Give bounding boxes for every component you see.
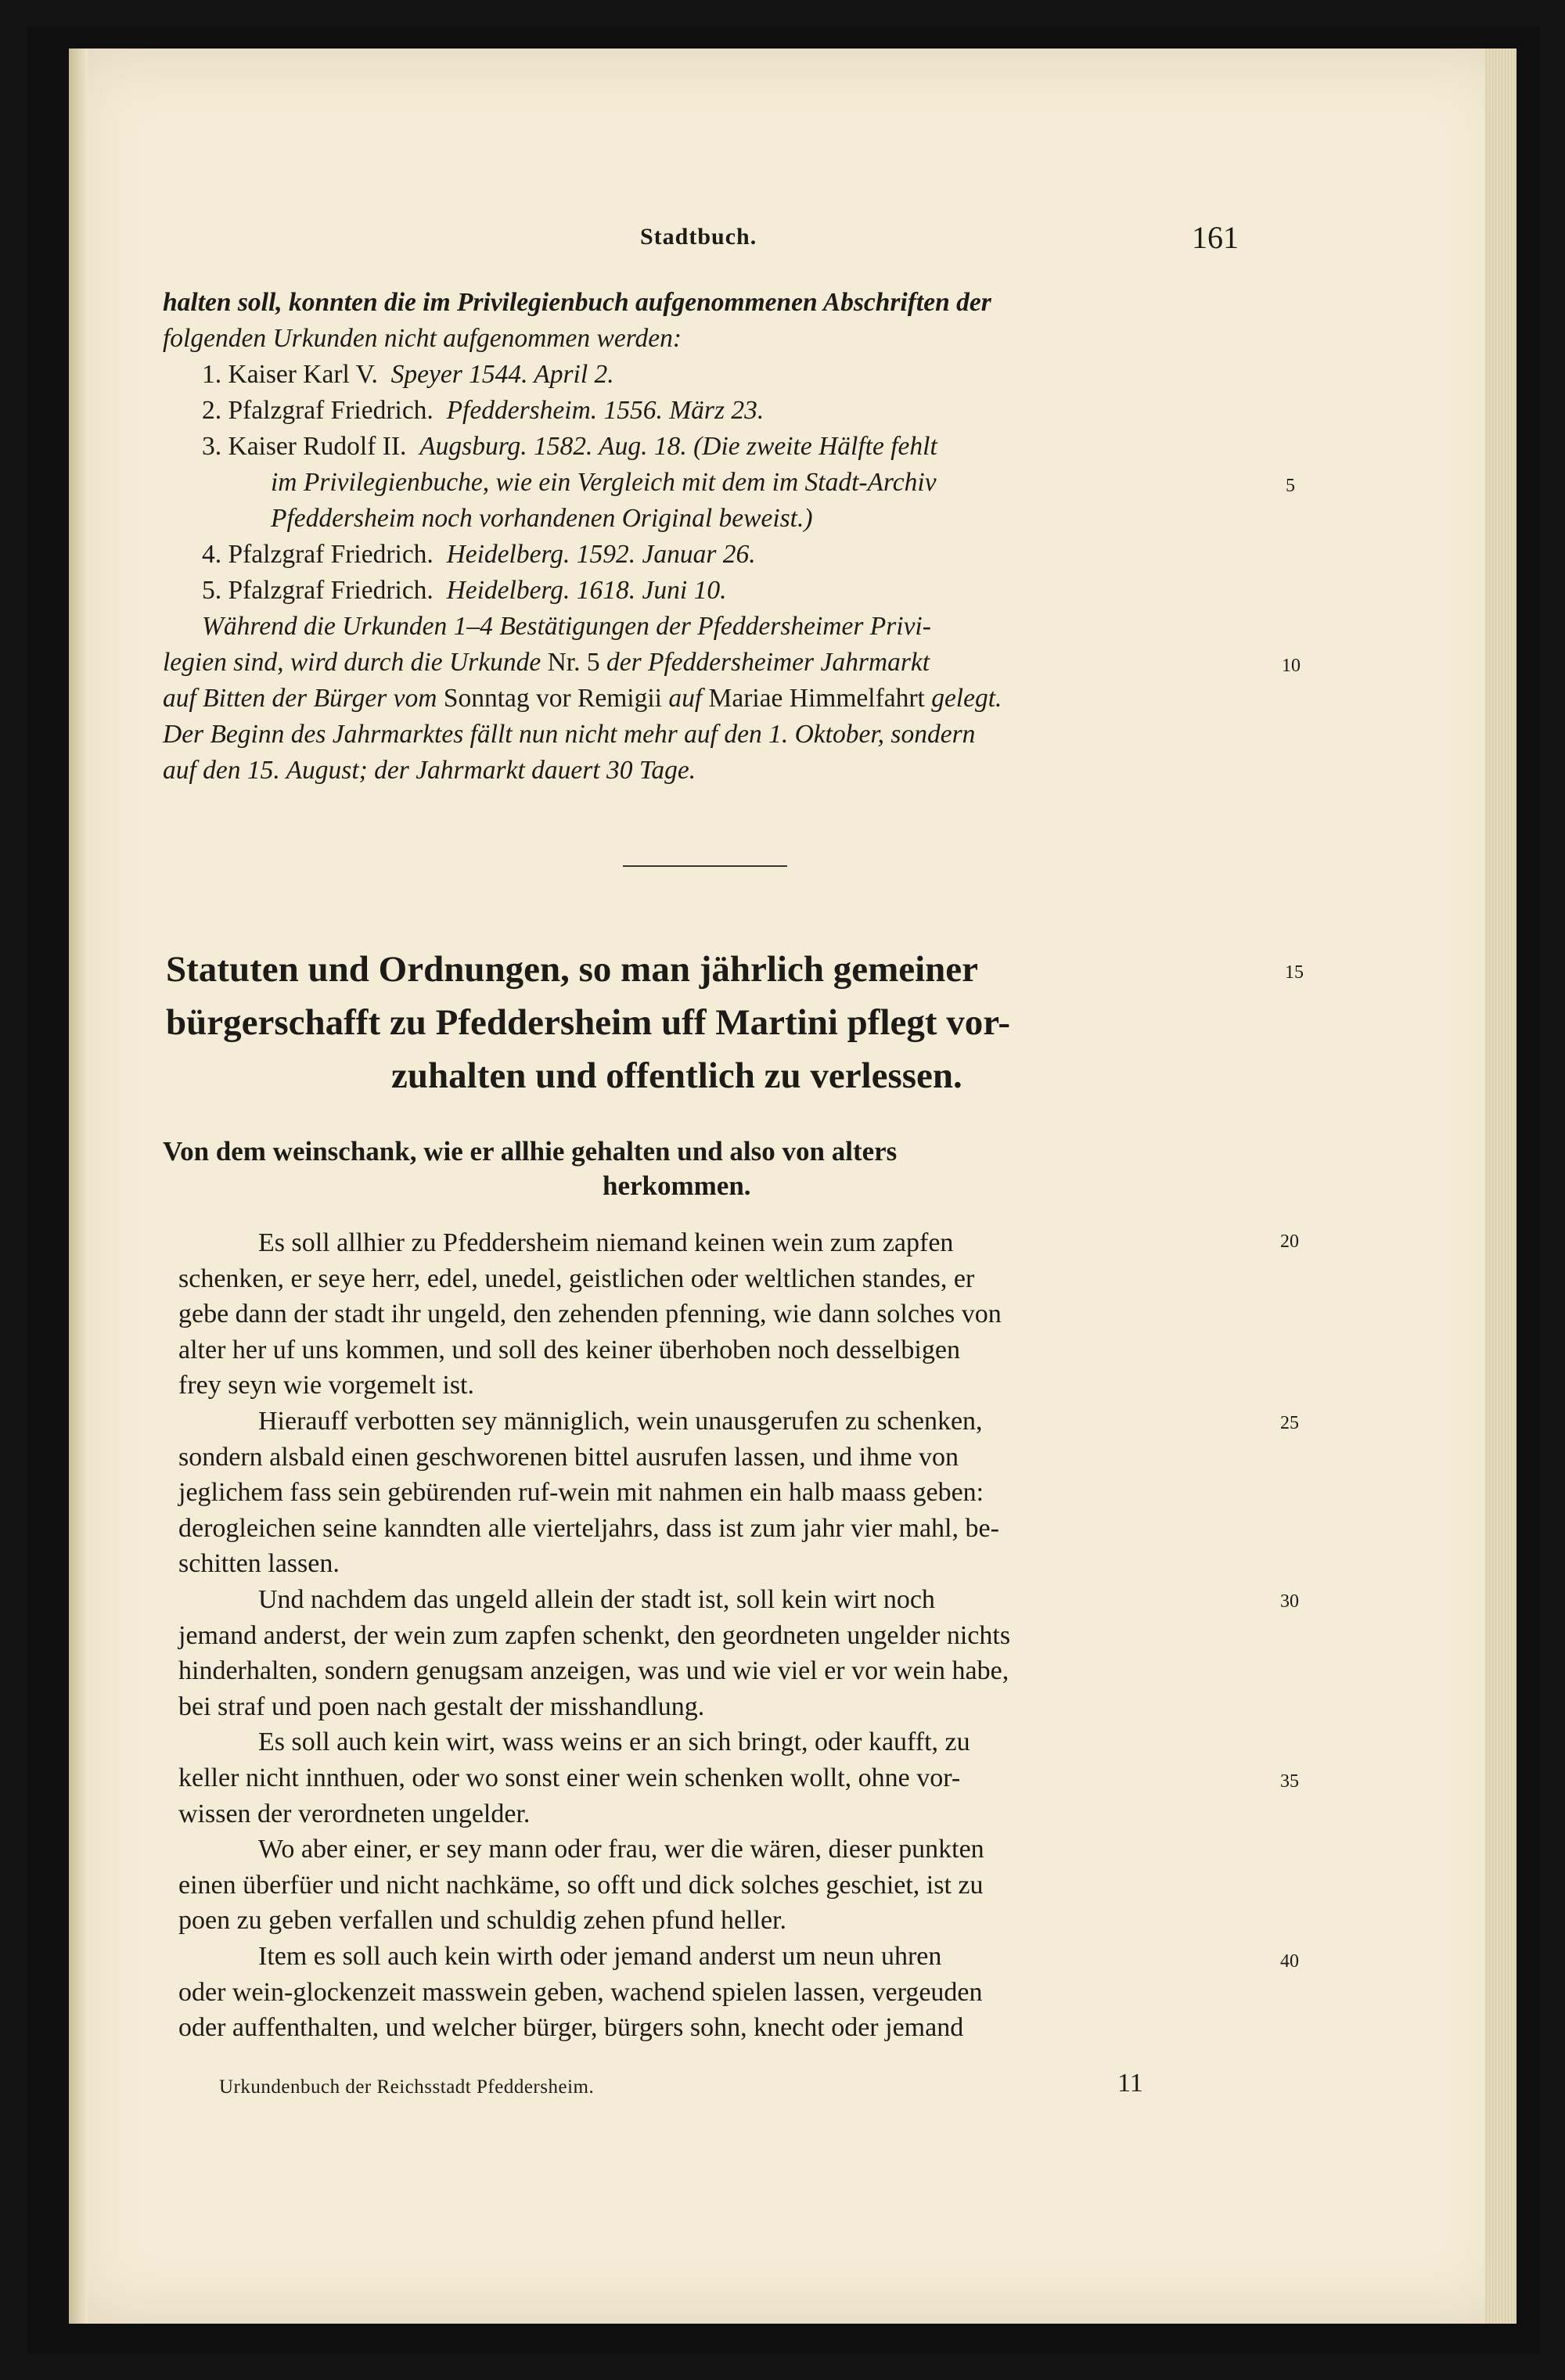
- intro-line-1: halten soll, konnten die im Privilegienbuch aufgenommenen Abschriften der: [163, 288, 991, 317]
- remark-text: auf: [668, 684, 703, 713]
- entry-number: 1.: [202, 360, 222, 389]
- remark-text: Nr. 5: [547, 648, 600, 677]
- entry-number: 3.: [202, 432, 222, 461]
- body-line: Es soll allhier zu Pfeddersheim niemand keinen wein zum zapfen: [258, 1228, 954, 1257]
- body-line: Es soll auch kein wirt, wass weins er an sich bringt, oder kaufft, zu: [258, 1727, 970, 1756]
- document-entry-3-continued-2: Pfeddersheim noch vorhandenen Original beweist.): [271, 504, 813, 533]
- page-gutter: [69, 49, 88, 2324]
- entry-issuer: Kaiser Karl V.: [228, 360, 378, 389]
- body-line: Und nachdem das ungeld allein der stadt ist, soll kein wirt noch: [258, 1585, 935, 1614]
- line-number: 10: [1282, 656, 1301, 676]
- remark-text: auf Bitten der Bürger vom: [163, 684, 437, 713]
- body-line: einen überfüer und nicht nachkäme, so offt und dick solches geschiet, ist zu: [178, 1871, 984, 1900]
- entry-place-date: Pfeddersheim. 1556. März 23.: [446, 396, 765, 425]
- section-heading-line-2: herkommen.: [603, 1170, 751, 1201]
- entry-issuer: Pfalzgraf Friedrich.: [228, 396, 434, 425]
- footer-source: Urkundenbuch der Reichsstadt Pfeddersheim.: [219, 2076, 595, 2098]
- body-line: wissen der verordneten ungelder.: [178, 1799, 531, 1828]
- page-number: 161: [1192, 220, 1239, 255]
- book-page: [69, 49, 1516, 2324]
- statute-title-line-1: Statuten und Ordnungen, so man jährlich gemeiner: [166, 949, 979, 990]
- remark-line-4: Der Beginn des Jahrmarktes fällt nun nicht mehr auf den 1. Oktober, sondern: [163, 720, 976, 749]
- document-entry-3-continued-1: im Privilegienbuche, wie ein Vergleich mit dem im Stadt-Archiv: [271, 468, 937, 497]
- entry-place-date: Augsburg. 1582. Aug. 18. (Die zweite Hälfte fehlt: [419, 432, 937, 461]
- body-line: schitten lassen.: [178, 1549, 340, 1578]
- remark-text: gelegt.: [931, 684, 1002, 713]
- line-number: 30: [1280, 1591, 1299, 1612]
- document-entry-2: [202, 396, 764, 426]
- entry-issuer: Pfalzgraf Friedrich.: [228, 576, 434, 605]
- entry-issuer: Kaiser Rudolf II.: [228, 432, 407, 461]
- body-line: sondern alsbald einen geschworenen bittel ausrufen lassen, und ihme von: [178, 1443, 959, 1472]
- document-entry-4: [202, 540, 756, 570]
- remark-text: Sonntag vor Remigii: [443, 684, 662, 713]
- statute-title-line-3: zuhalten und offentlich zu verlessen.: [391, 1055, 962, 1096]
- body-line: keller nicht innthuen, oder wo sonst einer wein schenken wollt, ohne vor-: [178, 1763, 961, 1792]
- entry-number: 4.: [202, 540, 222, 569]
- entry-place-date: Speyer 1544. April 2.: [390, 360, 614, 389]
- entry-number: 2.: [202, 396, 222, 425]
- body-line: frey seyn wie vorgemelt ist.: [178, 1371, 475, 1400]
- footer-signature: 11: [1117, 2069, 1143, 2098]
- document-entry-1: [202, 360, 614, 390]
- body-line: schenken, er seye herr, edel, unedel, geistlichen oder weltlichen standes, er: [178, 1264, 975, 1293]
- body-line: oder wein-glockenzeit masswein geben, wachend spielen lassen, vergeuden: [178, 1978, 983, 2007]
- remark-line-1: Während die Urkunden 1–4 Bestätigungen der Pfeddersheimer Privi-: [202, 612, 931, 641]
- body-line: derogleichen seine kanndten alle vierteljahrs, dass ist zum jahr vier mahl, be-: [178, 1514, 999, 1543]
- document-entry-5: [202, 576, 726, 606]
- entry-number: 5.: [202, 576, 222, 605]
- line-number: 5: [1286, 476, 1295, 496]
- line-number: 40: [1280, 1951, 1299, 1972]
- body-line: poen zu geben verfallen und schuldig zehen pfund heller.: [178, 1906, 787, 1935]
- entry-issuer: Pfalzgraf Friedrich.: [228, 540, 434, 569]
- body-line: gebe dann der stadt ihr ungeld, den zehenden pfenning, wie dann solches von: [178, 1300, 1002, 1328]
- line-number: 20: [1280, 1231, 1299, 1252]
- running-title: Stadtbuch.: [640, 224, 757, 250]
- line-number: 15: [1285, 962, 1304, 983]
- entry-place-date: Heidelberg. 1592. Januar 26.: [446, 540, 756, 569]
- remark-line-3: [163, 684, 1002, 714]
- page-edge: [1485, 49, 1516, 2324]
- intro-line-2: folgenden Urkunden nicht aufgenommen werden:: [163, 324, 682, 353]
- body-line: bei straf und poen nach gestalt der misshandlung.: [178, 1692, 705, 1721]
- body-line: jeglichem fass sein gebürenden ruf-wein mit nahmen ein halb maass geben:: [178, 1478, 984, 1507]
- body-line: Wo aber einer, er sey mann oder frau, wer die wären, dieser punkten: [258, 1835, 984, 1864]
- remark-text: Mariae Himmelfahrt: [708, 684, 925, 713]
- remark-line-2: [163, 648, 930, 678]
- section-heading-line-1: Von dem weinschank, wie er allhie gehalten und also von alters: [163, 1136, 898, 1167]
- line-number: 35: [1280, 1771, 1299, 1792]
- remark-line-5: auf den 15. August; der Jahrmarkt dauert 30 Tage.: [163, 756, 696, 785]
- body-line: jemand anderst, der wein zum zapfen schenkt, den geordneten ungelder nichts: [178, 1621, 1011, 1650]
- body-line: Hierauff verbotten sey männiglich, wein unausgerufen zu schenken,: [258, 1407, 983, 1436]
- body-line: oder auffenthalten, und welcher bürger, bürgers sohn, knecht oder jemand: [178, 2013, 964, 2042]
- document-entry-3: [202, 432, 937, 462]
- remark-text: legien sind, wird durch die Urkunde: [163, 648, 541, 677]
- body-line: alter her uf uns kommen, und soll des keiner überhoben noch desselbigen: [178, 1336, 960, 1364]
- statute-title-line-2: bürgerschafft zu Pfeddersheim uff Martini pflegt vor-: [166, 1002, 1011, 1043]
- line-number: 25: [1280, 1413, 1299, 1433]
- section-separator: [623, 865, 787, 867]
- body-line: Item es soll auch kein wirth oder jemand anderst um neun uhren: [258, 1942, 942, 1971]
- entry-place-date: Heidelberg. 1618. Juni 10.: [446, 576, 727, 605]
- body-line: hinderhalten, sondern genugsam anzeigen, was und wie viel er vor wein habe,: [178, 1656, 1009, 1685]
- remark-text: der Pfeddersheimer Jahrmarkt: [606, 648, 930, 677]
